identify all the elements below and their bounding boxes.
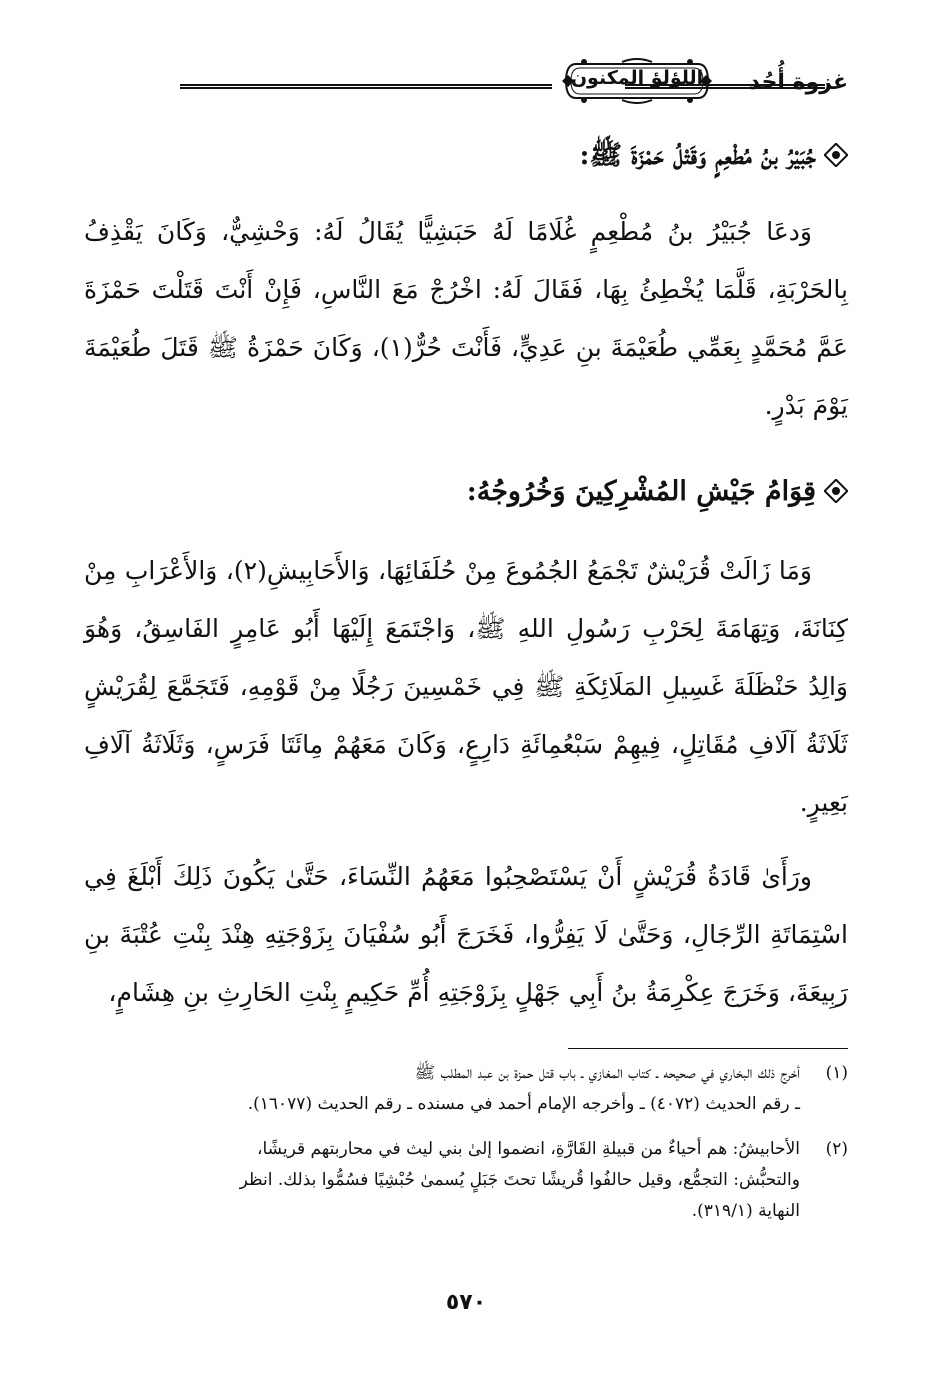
footnote-line: أخرج ذلك البخاري في صحيحه ـ كتاب المغازي ـ باب قتل حمزة بن عبد المطلب ﷺ [414, 1063, 800, 1083]
footnote-line: النهاية (٣١٩/١). [691, 1201, 800, 1221]
page-number: ٥٧٠ [445, 1290, 487, 1315]
footnote-separator [568, 1048, 848, 1049]
paragraph-text: وَدعَا جُبَيْرُ بنُ مُطْعِمٍ غُلَامًا لَهُ حَبَشِيًّا يُقَالُ لَهُ: وَحْشِيٌّ، وَكَانَ يَقْذِفُ بِالحَرْبَةِ، قَلَّمَا يُخْطِئُ بِهَا، فَقَالَ لَهُ: اخْرُجْ مَعَ النَّاسِ، فَإِنْ أَنْتَ قَتَلْتَ حَمْزَةَ عَمَّ مُحَمَّدٍ بِعَمِّي طُعَيْمَةَ بنِ عَدِيٍّ، فَأَنْتَ حُرٌّ(١)، وَكَانَ حَمْزَةُ ﷺ قَتَلَ طُعَيْمَةَ يَوْمَ بَدْرٍ. [84, 217, 848, 420]
footnote-line: الأحابيشُ: هم أحياءٌ من قبيلةِ القَارَّةِ، انضموا إلىٰ بني ليث في محاربتهم قريشًا، [257, 1139, 800, 1159]
paragraph [84, 542, 848, 832]
section-title [84, 476, 848, 507]
section-title-text: جُبَيْرُ بنُ مُطْعِمٍ وَقَتْلُ حَمْزَةَ ﷺ: [579, 140, 816, 171]
footnote [84, 1134, 848, 1227]
section-title [84, 138, 848, 178]
footnote-number: (٢) [825, 1139, 848, 1159]
book-title-badge [562, 58, 712, 104]
paragraph-text: ورَأَىٰ قَادَةُ قُرَيْشٍ أَنْ يَسْتَصْحِبُوا مَعَهُمُ النِّسَاءَ، حَتَّىٰ يَكُونَ ذَلِكَ أَبْلَغَ فِي اسْتِمَاتَةِ الرِّجَالِ، وَحَتَّىٰ لَا يَفِرُّوا، فَخَرَجَ أَبُو سُفْيَانَ بِزَوْجَتِهِ هِنْدَ بِنْتِ عُتْبَةَ بنِ رَبِيعَةَ، وَخَرَجَ عِكْرِمَةُ بنُ أَبِي جَهْلٍ بِزَوْجَتِهِ أُمِّ حَكِيمٍ بِنْتِ الحَارِثِ بنِ هِشَامٍ، [84, 862, 848, 1007]
flower-bullet-icon [824, 479, 848, 503]
flower-bullet-icon [824, 143, 848, 167]
footnote-line: والتحبُّش: التجمُّع، وقيل حالفُوا قُريشًا تحتَ جَبَلٍ يُسمىٰ حُبْشِيًا فسُمُّوا بذلك. انظر [239, 1170, 800, 1190]
paragraph [84, 203, 848, 435]
paragraph-text: وَمَا زَالَتْ قُرَيْشٌ تَجْمَعُ الجُمُوعَ مِنْ حُلَفَائِهَا، وَالأَحَابِيشِ(٢)، وَالأَعْرَابِ مِنْ كِنَانَةَ، وَتِهَامَةَ لِحَرْبِ رَسُولِ اللهِ ﷺ، وَاجْتَمَعَ إِلَيْهَا أَبُو عَامِرٍ الفَاسِقُ، وَهُوَ وَالِدُ حَنْظَلَةَ غَسِيلِ المَلَائِكَةِ ﷺ فِي خَمْسِينَ رَجُلًا مِنْ قَوْمِهِ، فَتَجَمَّعَ لِقُرَيْشٍ ثَلَاثَةُ آلَافِ مُقَاتِلٍ، فِيهِمْ سَبْعُمِائَةِ دَارِعٍ، وَكَانَ مَعَهُمْ مِائَتَا فَرَسٍ، وَثَلَاثَةُ آلَافِ بَعِيرٍ. [84, 556, 848, 817]
footnote-line: ـ رقم الحديث (٤٠٧٢) ـ وأخرجه الإمام أحمد في مسنده ـ رقم الحديث (١٦٠٧٧). [247, 1094, 800, 1114]
section-title-text: قِوَامُ جَيْشِ المُشْرِكِينَ وَخُرُوجُهُ: [466, 476, 816, 507]
footnote-number: (١) [825, 1063, 848, 1083]
chapter-title: غزوة أُحُد [748, 70, 848, 95]
footnote [84, 1058, 848, 1120]
header-rule-left [180, 84, 552, 89]
paragraph [84, 848, 848, 1022]
book-title: اللؤلؤ المكنون [570, 67, 704, 89]
